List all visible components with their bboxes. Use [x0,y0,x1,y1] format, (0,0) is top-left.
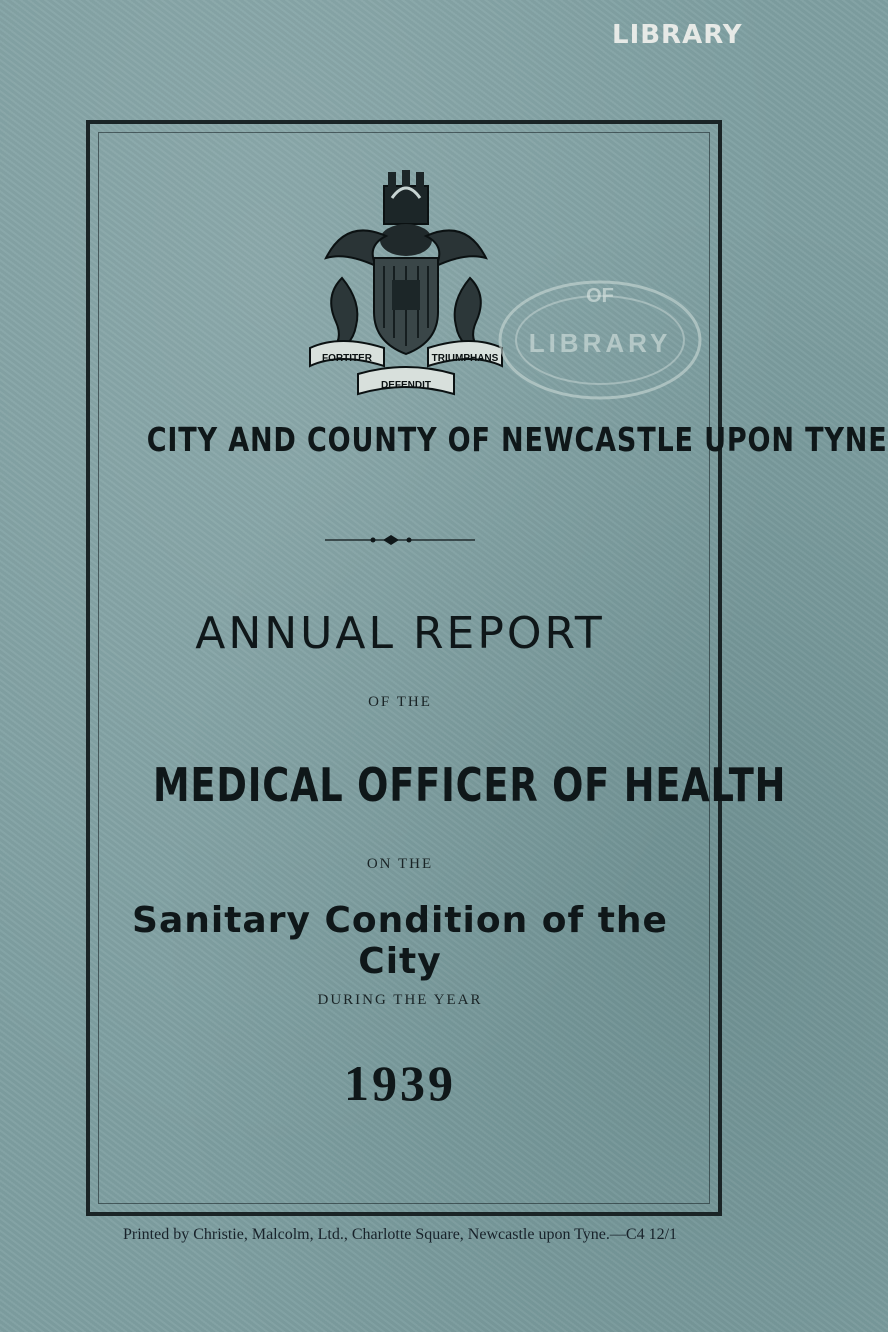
report-title: ANNUAL REPORT [195,608,605,659]
motto-left: FORTITER [322,353,372,364]
divider-ornament [325,534,475,546]
office-title: MEDICAL OFFICER OF HEALTH [153,758,787,812]
subject-title: Sanitary Condition of the City [132,900,668,982]
library-seal-stamp [470,262,710,412]
city-title: CITY AND COUNTY OF NEWCASTLE UPON TYNE [146,420,888,459]
motto-bottom: DEFENDIT [381,380,431,391]
motto-right: TRIUMPHANS [431,353,499,364]
on-the-label: ON THE [366,856,434,872]
printer-imprint: Printed by Christie, Malcolm, Ltd., Charlotte Square, Newcastle upon Tyne.—C4 12/1 [122,1226,678,1243]
seal-text-top: OF [586,285,614,307]
report-year: 1939 [344,1055,456,1111]
seal-text-center: LIBRARY [528,328,672,358]
during-label: DURING THE YEAR [317,992,483,1008]
of-the-label: OF THE [368,694,432,710]
library-stamp: LIBRARY [612,20,743,50]
